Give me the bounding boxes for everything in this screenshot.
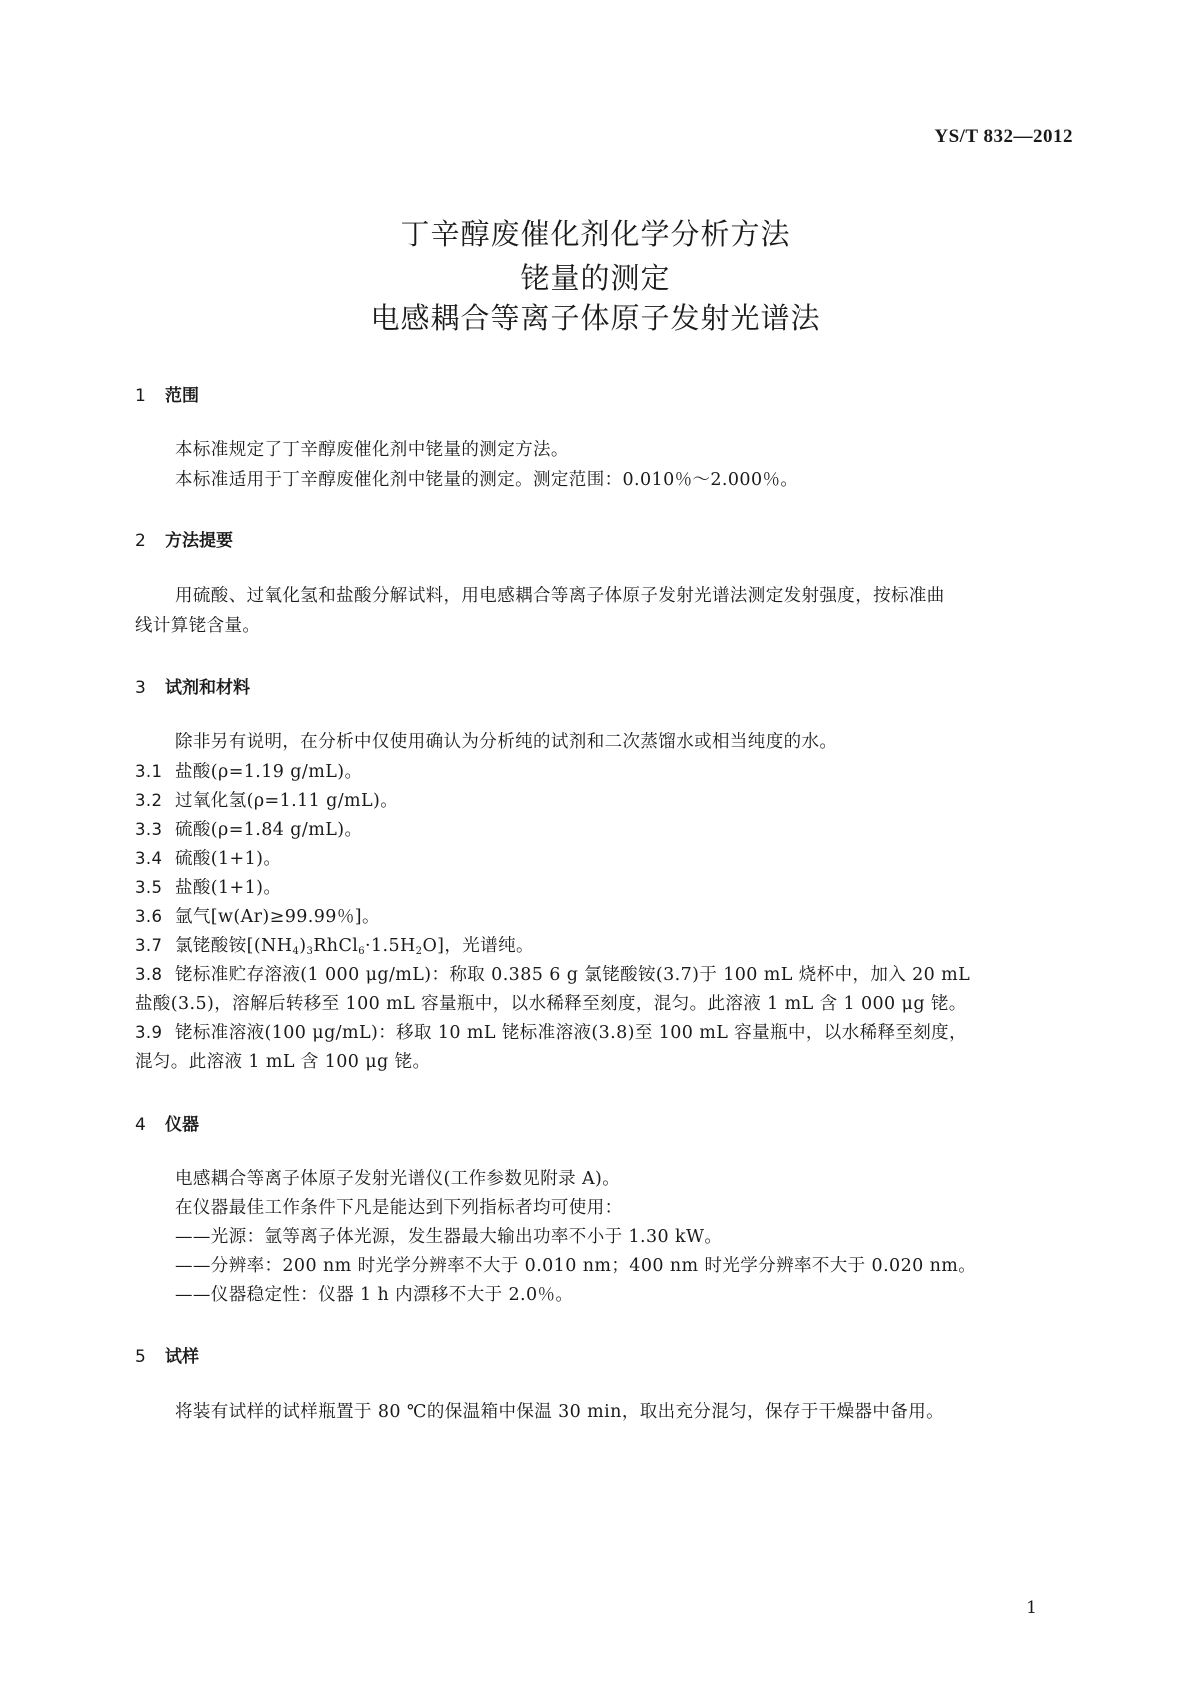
section-1-heading bbox=[135, 381, 199, 406]
section-number: 4 bbox=[135, 1115, 146, 1135]
section-4-dash-item-1: ——光源：氩等离子体光源，发生器最大输出功率不小于 1.30 kW。 bbox=[175, 1227, 723, 1247]
section-2-paragraph-line-2: 线计算铑含量。 bbox=[135, 616, 261, 636]
section-title: 范围 bbox=[165, 386, 199, 406]
section-2-heading bbox=[135, 526, 233, 551]
section-5-paragraph-1: 将装有试样的试样瓶置于 80 ℃的保温箱中保温 30 min，取出充分混匀，保存于干燥器中备用。 bbox=[175, 1402, 945, 1422]
section-number: 1 bbox=[135, 386, 146, 406]
section-4-heading bbox=[135, 1110, 199, 1135]
list-item-3-9: 3.9 铑标准溶液(100 μg/mL)：移取 10 mL 铑标准溶液(3.8)至 100 mL 容量瓶中，以水稀释至刻度， bbox=[135, 1023, 967, 1043]
list-item-3-5: 3.5 盐酸(1+1)。 bbox=[135, 878, 282, 898]
section-title: 试剂和材料 bbox=[165, 678, 250, 698]
section-3-intro: 除非另有说明，在分析中仅使用确认为分析纯的试剂和二次蒸馏水或相当纯度的水。 bbox=[175, 732, 838, 752]
section-3-heading bbox=[135, 673, 250, 698]
section-title: 仪器 bbox=[165, 1115, 199, 1135]
title-line-2: 铑量的测定 bbox=[520, 261, 671, 295]
list-item-3-6: 3.6 氩气[w(Ar)≥99.99％]。 bbox=[135, 907, 380, 927]
section-4-dash-item-2: ——分辨率：200 nm 时光学分辨率不大于 0.010 nm；400 nm 时光学分辨率不大于 0.020 nm。 bbox=[175, 1256, 977, 1276]
section-4-dash-item-3: ——仪器稳定性：仪器 1 h 内漂移不大于 2.0％。 bbox=[175, 1285, 574, 1305]
section-5-heading bbox=[135, 1342, 199, 1367]
section-2-paragraph-line-1: 用硫酸、过氧化氢和盐酸分解试料，用电感耦合等离子体原子发射光谱法测定发射强度，按标准曲 bbox=[175, 586, 945, 606]
section-4-paragraph-2: 在仪器最佳工作条件下凡是能达到下列指标者均可使用： bbox=[175, 1198, 623, 1218]
section-number: 5 bbox=[135, 1347, 146, 1367]
section-1-paragraph-2: 本标准适用于丁辛醇废催化剂中铑量的测定。测定范围：0.010％～2.000％。 bbox=[175, 470, 799, 490]
list-item-3-9-continuation: 混匀。此溶液 1 mL 含 100 μg 铑。 bbox=[135, 1052, 431, 1072]
section-4-paragraph-1: 电感耦合等离子体原子发射光谱仪(工作参数见附录 A)。 bbox=[175, 1169, 621, 1189]
list-item-3-8-continuation: 盐酸(3.5)，溶解后转移至 100 mL 容量瓶中，以水稀释至刻度，混匀。此溶液 1 mL 含 1 000 μg 铑。 bbox=[135, 994, 967, 1014]
list-item-3-7: 3.7 氯铑酸铵$[(NH_4)_3RhCl_6\cdot 1.5H_2O]$，光谱纯。 bbox=[135, 936, 534, 957]
section-number: 2 bbox=[135, 531, 146, 551]
list-item-3-8: 3.8 铑标准贮存溶液(1 000 μg/mL)：称取 0.385 6 g 氯铑酸铵(3.7)于 100 mL 烧杯中，加入 20 mL bbox=[135, 965, 971, 985]
section-number: 3 bbox=[135, 678, 146, 698]
section-1-paragraph-1: 本标准规定了丁辛醇废催化剂中铑量的测定方法。 bbox=[175, 440, 569, 460]
list-item-3-2: 3.2 过氧化氢(ρ=1.11 g/mL)。 bbox=[135, 791, 399, 811]
page-number: 1 bbox=[1026, 1598, 1037, 1618]
section-title: 方法提要 bbox=[165, 531, 233, 551]
title-line-1: 丁辛醇废催化剂化学分析方法 bbox=[400, 217, 791, 251]
list-item-3-3: 3.3 硫酸(ρ=1.84 g/mL)。 bbox=[135, 820, 363, 840]
section-title: 试样 bbox=[165, 1347, 199, 1367]
list-item-3-4: 3.4 硫酸(1+1)。 bbox=[135, 849, 282, 869]
list-item-3-1: 3.1 盐酸(ρ=1.19 g/mL)。 bbox=[135, 762, 363, 782]
title-line-3: 电感耦合等离子体原子发射光谱法 bbox=[370, 301, 821, 335]
standard-code: YS/T 832—2012 bbox=[934, 126, 1073, 147]
